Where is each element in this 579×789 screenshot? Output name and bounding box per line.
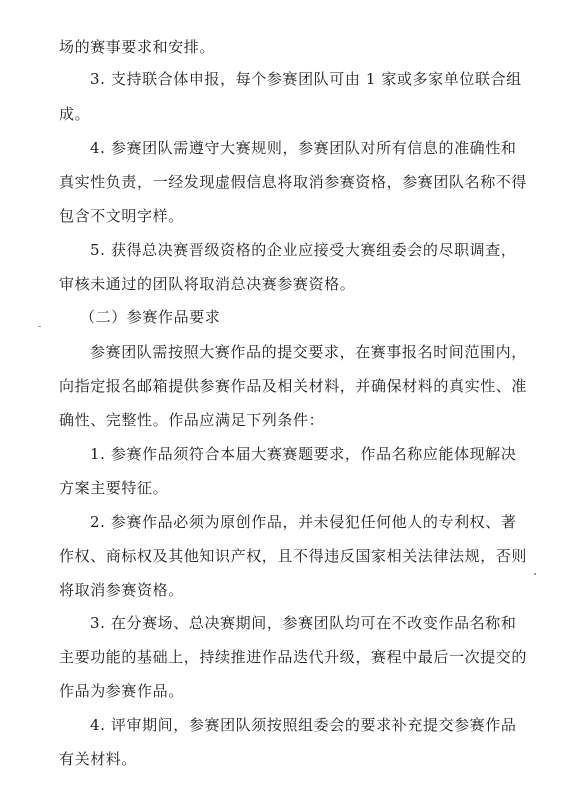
text-line: 向指定报名邮箱提供参赛作品及相关材料，并确保材料的真实性、准 xyxy=(59,377,528,395)
text-line: 作品为参赛作品。 xyxy=(59,682,184,700)
text-line: 审核未通过的团队将取消总决赛参赛资格。 xyxy=(59,275,356,293)
text-line: 成。 xyxy=(59,105,91,123)
text-line: 主要功能的基础上，持续推进作品迭代升级，赛程中最后一次提交的 xyxy=(59,648,528,666)
text-line: 有关材料。 xyxy=(59,750,138,768)
scan-speck xyxy=(534,573,536,575)
text-line: 3. 在分赛场、总决赛期间，参赛团队均可在不改变作品名称和 xyxy=(90,614,517,632)
text-line: 4. 参赛团队需遵守大赛规则，参赛团队对所有信息的准确性和 xyxy=(90,139,517,157)
text-line: 4. 评审期间，参赛团队须按照组委会的要求补充提交参赛作品 xyxy=(90,716,517,734)
text-line: 将取消参赛资格。 xyxy=(59,581,184,599)
text-line: 5. 获得总决赛晋级资格的企业应接受大赛组委会的尽职调查， xyxy=(90,241,517,259)
text-line: 作权、商标权及其他知识产权，且不得违反国家相关法律法规，否则 xyxy=(59,547,528,565)
text-line: 2. 参赛作品必须为原创作品，并未侵犯任何他人的专利权、著 xyxy=(90,513,517,531)
text-line: 3. 支持联合体申报，每个参赛团队可由 1 家或多家单位联合组 xyxy=(90,70,522,88)
text-line: 包含不文明字样。 xyxy=(59,207,184,225)
text-line: 真实性负责，一经发现虚假信息将取消参赛资格，参赛团队名称不得 xyxy=(59,173,528,191)
scan-speck xyxy=(38,326,41,327)
text-line: 方案主要特征。 xyxy=(59,479,169,497)
text-line: 1. 参赛作品须符合本届大赛赛题要求，作品名称应能体现解决 xyxy=(90,445,517,463)
section-heading: （二）参赛作品要求 xyxy=(80,308,221,326)
text-line: 确性、完整性。作品应满足下列条件： xyxy=(59,411,325,429)
text-line: 参赛团队需按照大赛作品的提交要求，在赛事报名时间范围内， xyxy=(90,343,527,361)
text-line: 场的赛事要求和安排。 xyxy=(59,38,216,56)
